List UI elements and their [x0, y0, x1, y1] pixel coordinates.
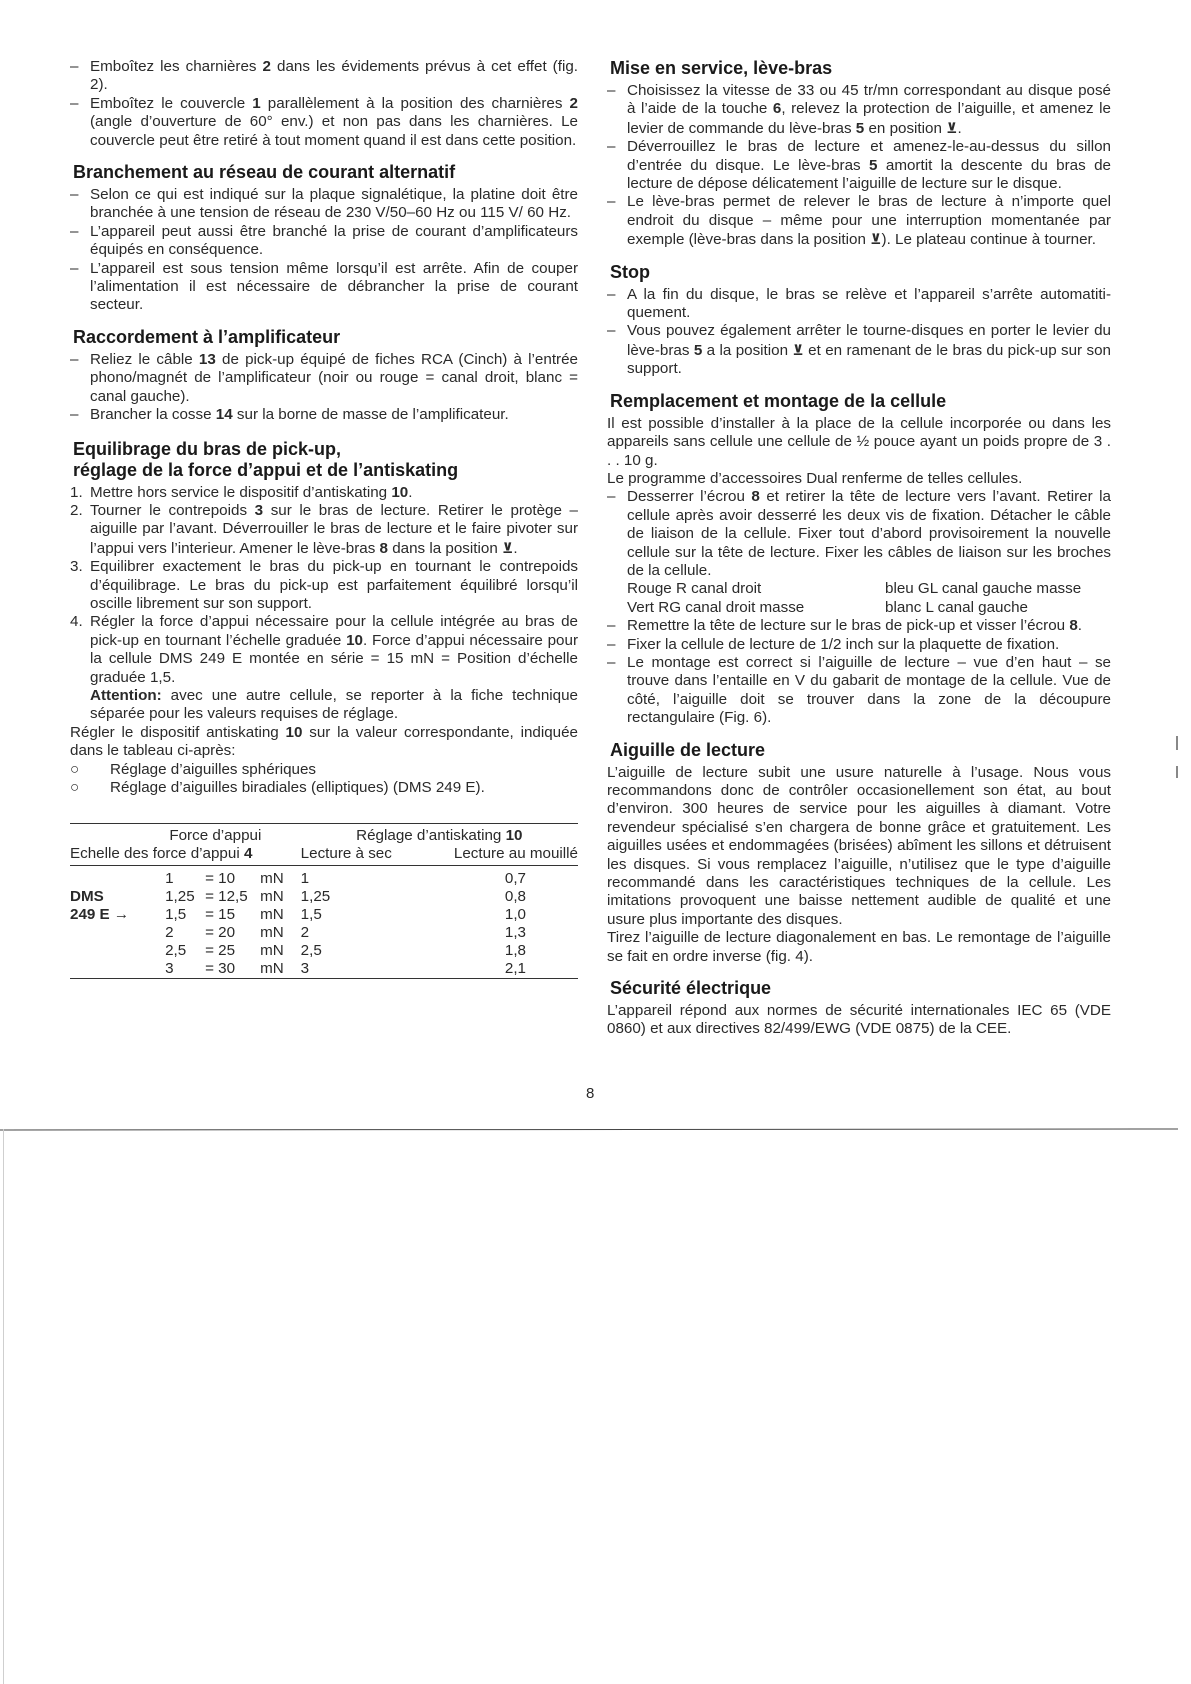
- step-text: Equilibrer exactement le bras du pick-up en tournant le contrepoids d’équilibrage. Le bras du pick-up est parfaitement équilibré lorsqu’il oscille librement sur son support.: [90, 558, 578, 612]
- table-cell: [165, 888, 260, 906]
- step-text: Mettre hors service le dispositif d’antiskating 10.: [90, 483, 413, 501]
- cell-a: 1: [165, 870, 174, 888]
- cell-unit: mN: [260, 888, 284, 906]
- cell-unit: mN: [260, 924, 284, 942]
- table-row: [70, 960, 578, 979]
- list-item: – Reliez le câble 13 de pick-up équipé de fiches RCA (Cinch) à l’entrée phono/magnét de l’amplificateur (noir ou rouge = canal droit, blanc = canal gauche).: [70, 351, 578, 406]
- cell-sec: 2,5: [300, 942, 322, 960]
- cell-b: = 30: [205, 960, 236, 978]
- cell-b: = 15: [205, 906, 236, 924]
- table-cell: [70, 924, 165, 942]
- cell-a: 1,25: [165, 888, 195, 906]
- table-row: [70, 906, 578, 924]
- numbered-step: [70, 502, 578, 558]
- header-sec: Lecture à sec: [301, 845, 454, 866]
- raccordement-list: [70, 351, 578, 425]
- list-item: – Déverrouillez le bras de lecture et amenez-le-au-dessus du sillon d’entrée du disque. Le lève-bras 5 amortit la descente du bras de lecture de dépose délicatement l’aiguille de lecture sur le disque.: [607, 138, 1111, 193]
- cell-a: 3: [165, 960, 174, 978]
- wire-color-label: Rouge R canal droit: [627, 580, 762, 598]
- antiskating-table: [70, 823, 578, 979]
- equilibrage-steps: [70, 484, 578, 724]
- list-item: – A la fin du disque, le bras se relève et l’appareil s’arrête automatitiquement.: [607, 286, 1111, 323]
- cell-b: = 25: [205, 942, 236, 960]
- list-item: – Emboîtez les charnières 2 dans les évidements prévus à cet effet (fig. 2).: [70, 58, 578, 95]
- paragraph: Le programme d’accessoires Dual renferme de telles cellules.: [607, 469, 1023, 487]
- list-item: – Selon ce qui est indiqué sur la plaque signalétique, la platine doit être branchée à une tension de réseau de 230 V/50–60 Hz ou 115 V/ 60 Hz.: [70, 186, 578, 223]
- table-cell: [165, 866, 260, 889]
- table-label-dms: DMS: [70, 888, 104, 906]
- step-text: Tourner le contrepoids 3 sur le bras de lecture. Retirer le protège – aiguille par l’avant. Déverrouiller le bras de lecture et le faire pivoter sur l’appui vers l’interieur. Amener le lève-bras 8 dans la position ⊻.: [90, 501, 578, 557]
- list-item: – Vous pouvez également arrêter le tourne-disques en porter le levier du lève-bras 5 a la position ⊻ et en ramenant de le bras du pick-up sur son support.: [607, 322, 1111, 378]
- table-cell: [70, 866, 165, 889]
- table-header-row: [70, 845, 578, 866]
- table-cell: [165, 960, 260, 979]
- paragraph: Il est possible d’installer à la place de la cellule incorporée ou dans les appareils sans cellule une cellule de ½ pouce ayant un poids propre de 3 . . . 10 g.: [607, 414, 1111, 469]
- page-divider-line: [0, 1128, 1178, 1130]
- intro-list: [70, 58, 578, 150]
- table-cell: [165, 906, 260, 924]
- step-number: 1.: [70, 483, 83, 501]
- cell-mouille: 2,1: [504, 960, 526, 978]
- antiskating-paragraph: Régler le dispositif antiskating 10 sur la valeur correspondante, indiquée dans le tableau ci-après:: [70, 723, 578, 760]
- section-heading-mise-en-service: Mise en service, lève-bras: [610, 58, 833, 78]
- table-cell: [165, 942, 260, 960]
- section-heading-branchement: Branchement au réseau de courant alternatif: [73, 162, 456, 183]
- list-item: – Desserrer l’écrou 8 et retirer la tête de lecture vers l’avant. Retirer la cellule après avoir desserré les deux vis de fixation. Détacher le câble de liaison de la cellule. Fixer tout d’abord provisoirement la nouvelle cellule sur la tête de lecture. Fixer les câbles de liaison sur les broches de la cellule.: [607, 488, 1111, 580]
- section-heading-securite: Sécurité électrique: [610, 978, 772, 999]
- wire-color-label: bleu GL canal gauche masse: [885, 580, 1082, 598]
- paragraph: L’aiguille de lecture subit une usure naturelle à l’usage. Nous vous recommandons donc de contrôler occasionellement son état, au bout d’environ. 300 heures de service pour les aiguilles à diamant. Votre revendeur spécialisé s’en chargera de bonne grâce et gratuitement. Les aiguilles usées et endommagées (brisées) abîment les sillons et détruisent les disques. Si vous remplacez l’aiguille, n’utilisez que le type d’aiguille recommandé dans les caractéristiques techniques de la cellule. Les imitations provoquent une baisse nettement audible de qualité et une usure plus importante des disques.: [607, 763, 1111, 928]
- table-row: [70, 866, 578, 889]
- cell-b: = 20: [205, 924, 236, 942]
- section-heading-stop: Stop: [610, 261, 650, 282]
- remplacement-list-2: [607, 617, 1111, 727]
- header-antiskating: [301, 824, 578, 846]
- list-item: – Le lève-bras permet de relever le bras de lecture à n’importe quel endroit du disque – même pour une interruption momentanée par exemple (lève-bras dans la position ⊻). Le plateau continue à tourner.: [607, 193, 1111, 249]
- list-item: – Le montage est correct si l’aiguille de lecture – vue d’en haut – se trouve dans l’entaille en V du gabarit de montage de la cellule. Vue de côté, l’aiguille doit se trouver dans la zone de la découpure rectangulaire (Fig. 6).: [607, 654, 1111, 728]
- cell-b: = 12,5: [205, 888, 248, 906]
- scan-edge-line: [3, 1129, 4, 1684]
- table-cell: [70, 942, 165, 960]
- cell-a: 1,5: [165, 906, 187, 924]
- cell-unit: mN: [260, 906, 284, 924]
- margin-mark: [1176, 766, 1178, 778]
- option-item: ○ Réglage d’aiguilles biradiales (elliptiques) (DMS 249 E).: [70, 779, 578, 797]
- step-number: 2.: [70, 501, 83, 519]
- heading-line: réglage de la force d’appui et de l’antiskating: [73, 459, 459, 480]
- cell-sec: 2: [300, 924, 310, 942]
- cell-sec: 1,5: [300, 906, 322, 924]
- cell-a: 2,5: [165, 942, 187, 960]
- cell-mouille: 1,3: [504, 924, 526, 942]
- header-mouille: Lecture au mouillé: [454, 845, 578, 866]
- list-item: – Fixer la cellule de lecture de 1/2 inch sur la plaquette de fixation.: [607, 636, 1111, 654]
- cell-mouille: 0,7: [504, 870, 526, 888]
- step-number: 4.: [70, 613, 83, 631]
- list-item: – Brancher la cosse 14 sur la borne de masse de l’amplificateur.: [70, 406, 578, 424]
- cell-sec: 1,25: [300, 888, 331, 906]
- cell-unit: mN: [260, 942, 284, 960]
- needle-options: [70, 761, 578, 798]
- wire-color-label: Vert RG canal droit masse: [627, 598, 805, 616]
- wire-color-label: blanc L canal gauche: [885, 598, 1028, 616]
- paragraph: L’appareil répond aux normes de sécurité internationales IEC 65 (VDE 0860) et aux directives 82/499/EWG (VDE 0875) de la CEE.: [607, 1002, 1111, 1038]
- cell-unit: mN: [260, 960, 284, 978]
- cell-a: 2: [165, 924, 174, 942]
- section-heading-equilibrage: [73, 439, 578, 481]
- step-number: 3.: [70, 558, 83, 576]
- header-force: Force d’appui: [169, 827, 262, 845]
- section-heading-remplacement: Remplacement et montage de la cellule: [610, 390, 947, 411]
- table-cell: [165, 924, 260, 942]
- list-item: – Remettre la tête de lecture sur le bras de pick-up et visser l’écrou 8.: [607, 617, 1111, 635]
- table-row: [70, 924, 578, 942]
- list-item: – L’appareil peut aussi être branché la prise de courant d’amplificateurs équipés en conséquence.: [70, 223, 578, 260]
- step-text: Régler la force d’appui nécessaire pour la cellule intégrée au bras de pick-up en tournant l’échelle graduée 10. Force d’appui nécessaire pour la cellule DMS 249 E montée en série = 15 mN = Position d’échelle graduée 1,5. Attention: avec une autre cellule, se reporter à la fiche technique séparée pour les valeurs requises de réglage.: [90, 613, 579, 723]
- page-number: 8: [586, 1085, 595, 1102]
- table-row: [70, 942, 578, 960]
- list-item: – L’appareil est sous tension même lorsqu’il est arrête. Afin de couper l’alimentation il est nécessaire de débrancher la prise de courant secteur.: [70, 260, 578, 315]
- list-item: – Choisissez la vitesse de 33 ou 45 tr/mn correspondant au disque posé à l’aide de la touche 6, relevez la protection de l’aiguille, et amenez le levier de commande du lève-bras 5 en position ⊻.: [607, 82, 1111, 138]
- header-antiskating-text: Réglage d’antiskating: [356, 827, 502, 845]
- table-label-model: 249 E →: [70, 906, 130, 924]
- margin-mark: [1176, 736, 1178, 750]
- mise-en-service-list: [607, 82, 1111, 250]
- option-item: ○ Réglage d’aiguilles sphériques: [70, 761, 578, 779]
- cell-mouille: 0,8: [504, 888, 526, 906]
- branchement-list: [70, 186, 578, 315]
- numbered-step: [70, 558, 578, 613]
- section-heading-raccordement: Raccordement à l’amplificateur: [73, 326, 341, 347]
- stop-list: [607, 286, 1111, 379]
- table-header-row: [70, 824, 578, 846]
- cell-sec: 3: [300, 960, 310, 978]
- paragraph: Tirez l’aiguille de lecture diagonalement en bas. Le remontage de l’aiguille se fait en ordre inverse (fig. 4).: [607, 929, 1111, 965]
- remplacement-list: [607, 488, 1111, 580]
- left-column: [70, 58, 578, 979]
- right-column: [607, 58, 1111, 1039]
- list-item: – Emboîtez le couvercle 1 parallèlement à la position des charnières 2 (angle d’ouverture de 60° env.) et non pas dans les charnières. Le couvercle peut être retiré à tout moment quand il est dans cette position.: [70, 95, 578, 150]
- heading-line: Equilibrage du bras de pick-up,: [73, 438, 342, 459]
- wire-color-pairs: [607, 580, 1111, 617]
- header-antiskating-num: 10: [505, 827, 523, 845]
- cell-sec: 1: [300, 870, 310, 888]
- table-row: [70, 888, 578, 906]
- numbered-step: [70, 484, 578, 502]
- cell-mouille: 1,8: [504, 942, 526, 960]
- numbered-step: [70, 613, 578, 723]
- table-cell: [70, 960, 165, 979]
- cell-mouille: 1,0: [504, 906, 526, 924]
- header-echelle-text: Echelle des force d’appui: [70, 845, 240, 863]
- header-echelle-num: 4: [243, 845, 253, 863]
- header-echelle: [70, 845, 301, 866]
- cell-b: = 10: [205, 870, 236, 888]
- section-heading-aiguille: Aiguille de lecture: [610, 739, 766, 760]
- cell-unit: mN: [260, 870, 284, 888]
